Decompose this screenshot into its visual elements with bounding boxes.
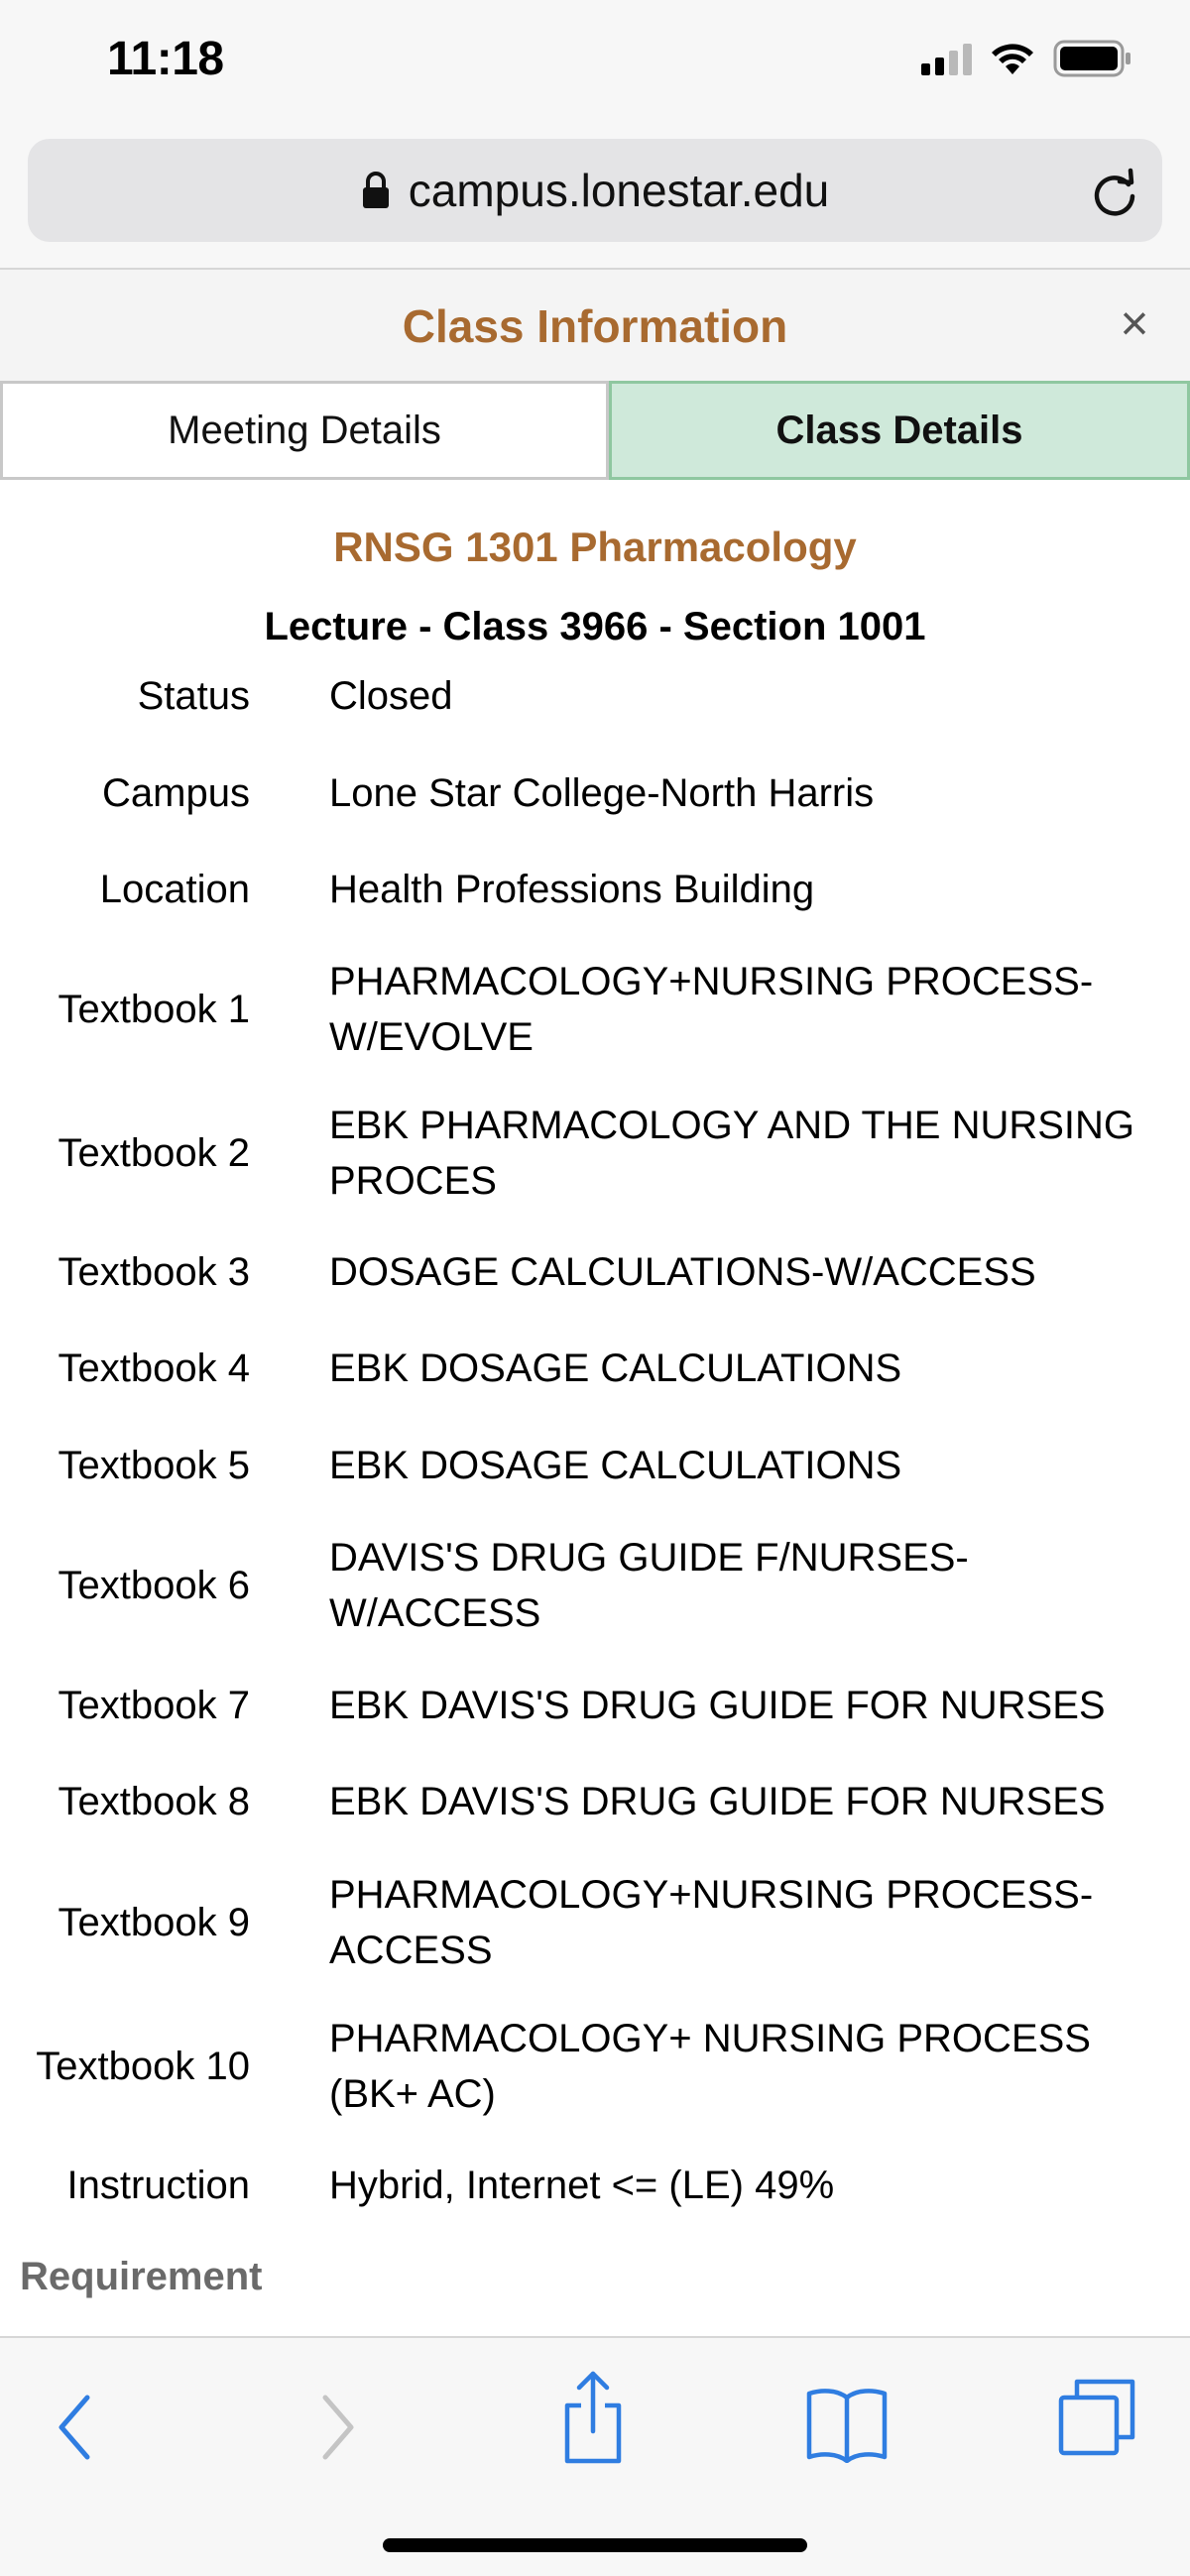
share-icon[interactable] — [561, 2368, 625, 2467]
detail-value: Lone Star College-North Harris — [329, 771, 875, 815]
detail-value: Closed — [329, 674, 453, 718]
dialog-title: Class Information — [402, 300, 788, 352]
detail-value: EBK DOSAGE CALCULATIONS — [329, 1347, 902, 1390]
course-title: RNSG 1301 Pharmacology — [333, 524, 857, 570]
detail-label: Location — [99, 867, 250, 911]
battery-icon — [1053, 40, 1132, 77]
detail-value: PHARMACOLOGY+ NURSING PROCESS (BK+ AC) — [329, 2017, 1091, 2116]
detail-row-textbook-1 — [0, 954, 1190, 1065]
detail-row-textbook-2 — [0, 1098, 1190, 1209]
tab-class-details[interactable]: Class Details — [609, 381, 1190, 480]
detail-row-textbook-4 — [0, 1339, 1190, 1398]
detail-label: Campus — [102, 770, 250, 815]
detail-row-textbook-10 — [0, 2011, 1190, 2122]
tab-meeting-details[interactable]: Meeting Details — [0, 381, 609, 480]
detail-row-textbook-7 — [0, 1676, 1190, 1735]
detail-row-textbook-9 — [0, 1867, 1190, 1978]
requirement-heading: Requirement — [20, 2255, 263, 2298]
detail-value: Health Professions Building — [329, 868, 815, 911]
detail-value: PHARMACOLOGY+NURSING PROCESS-ACCESS — [329, 1873, 1094, 1972]
detail-value: EBK DOSAGE CALCULATIONS — [329, 1444, 902, 1487]
status-icons — [921, 40, 1132, 77]
url-text: campus.lonestar.edu — [408, 165, 830, 216]
status-time: 11:18 — [107, 33, 224, 85]
detail-value: EBK DAVIS'S DRUG GUIDE FOR NURSES — [329, 1780, 1106, 1823]
detail-label: Textbook 9 — [58, 1900, 250, 1944]
home-indicator — [383, 2538, 807, 2552]
detail-row-textbook-6 — [0, 1530, 1190, 1641]
tabs-icon[interactable] — [1057, 2378, 1136, 2457]
detail-label: Textbook 7 — [58, 1683, 250, 1727]
detail-value: DAVIS'S DRUG GUIDE F/NURSES-W/ACCESS — [329, 1536, 969, 1635]
detail-row-location — [0, 860, 1190, 919]
detail-row-campus — [0, 763, 1190, 823]
detail-label: Textbook 5 — [58, 1443, 250, 1487]
detail-label: Textbook 10 — [36, 2044, 250, 2088]
bookmarks-icon[interactable] — [805, 2384, 889, 2463]
back-icon[interactable] — [50, 2388, 99, 2467]
wifi-icon — [990, 41, 1035, 76]
dialog-header — [0, 270, 1190, 381]
address-bar[interactable] — [28, 139, 1162, 242]
detail-label: Textbook 1 — [58, 987, 250, 1031]
detail-value: PHARMACOLOGY+NURSING PROCESS-W/EVOLVE — [329, 960, 1094, 1059]
browser-address-area — [0, 129, 1190, 270]
detail-value: Hybrid, Internet <= (LE) 49% — [329, 2164, 835, 2207]
detail-row-instruction — [0, 2156, 1190, 2215]
detail-row-textbook-3 — [0, 1242, 1190, 1302]
detail-label: Textbook 6 — [58, 1563, 250, 1607]
detail-value: DOSAGE CALCULATIONS-W/ACCESS — [329, 1250, 1036, 1294]
reload-icon[interactable] — [1091, 167, 1138, 218]
section-title: Lecture - Class 3966 - Section 1001 — [264, 605, 926, 648]
detail-row-textbook-8 — [0, 1772, 1190, 1831]
detail-label: Textbook 2 — [58, 1130, 250, 1175]
lock-icon — [361, 171, 391, 210]
detail-label: Textbook 4 — [58, 1346, 250, 1390]
forward-icon[interactable] — [313, 2388, 363, 2467]
detail-label: Status — [137, 673, 250, 718]
detail-row-status — [0, 666, 1190, 726]
detail-label: Instruction — [66, 2163, 250, 2207]
detail-row-textbook-5 — [0, 1436, 1190, 1495]
close-button[interactable]: × — [1120, 295, 1149, 351]
tab-bar — [0, 381, 1190, 480]
detail-value: EBK PHARMACOLOGY AND THE NURSING PROCES — [329, 1104, 1135, 1203]
detail-label: Textbook 3 — [58, 1249, 250, 1294]
cellular-signal-icon — [921, 42, 972, 75]
detail-value: EBK DAVIS'S DRUG GUIDE FOR NURSES — [329, 1684, 1106, 1727]
detail-label: Textbook 8 — [58, 1779, 250, 1823]
status-bar — [0, 0, 1190, 129]
